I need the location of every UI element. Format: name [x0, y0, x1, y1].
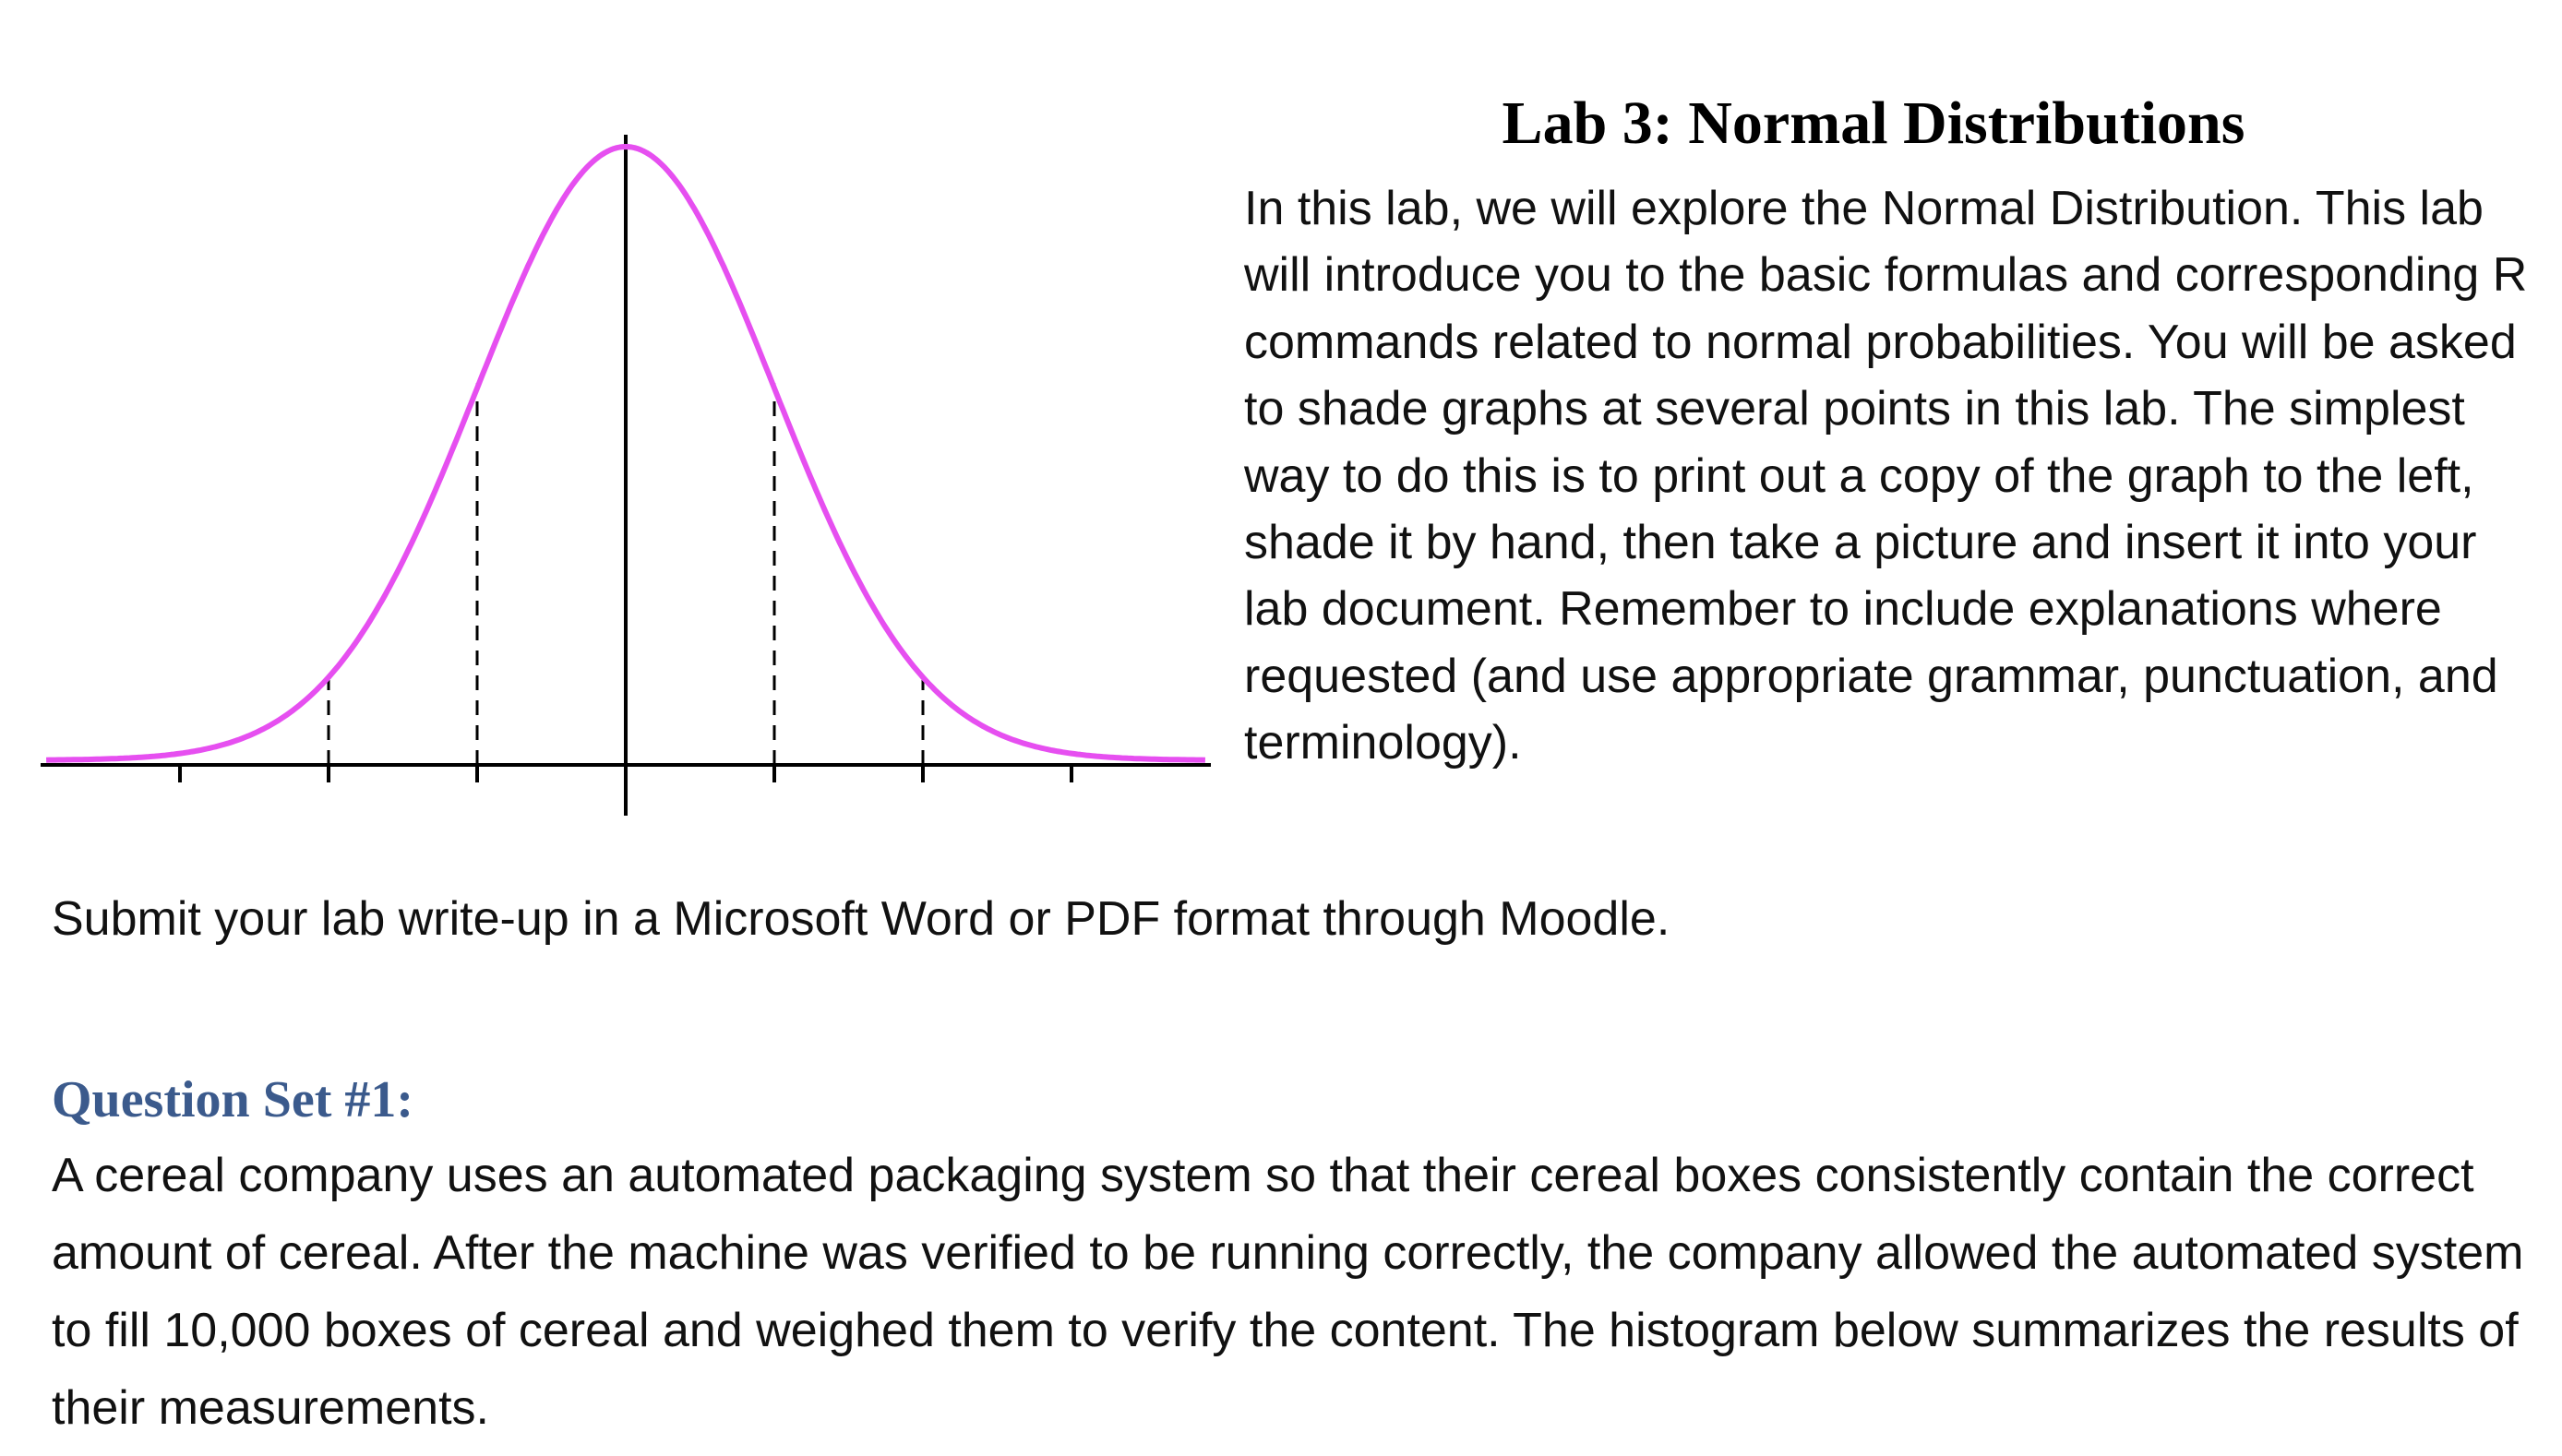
lab-title: Lab 3: Normal Distributions — [1502, 90, 2245, 157]
question-set-heading: Question Set #1: — [52, 1071, 413, 1128]
question-set-text: A cereal company uses an automated packaging system so that their cereal boxes consistently contain the correct amount of cereal. After the machine was verified to be running correctly, the company allowed the automated system to fill 10,000 boxes of cereal and weighed them to verify the content. The histogram below summarizes the results of their measurements. — [52, 1149, 2524, 1435]
normal-curve-figure — [0, 0, 1237, 830]
intro-paragraph: In this lab, we will explore the Normal Distribution. This lab will introduce you to the basic formulas and corresponding R commands related to normal probabilities. You will be asked to shade graphs at several points in this lab. The simplest way to do this is to print out a copy of the graph to the left, shade it by hand, then take a picture and insert it into your lab document. Remember to include explanations where requested (and use appropriate grammar, punctuation, and terminology). — [1244, 182, 2528, 770]
normal-curve-layer — [41, 135, 1211, 816]
submit-instructions: Submit your lab write-up in a Microsoft Word or PDF format through Moodle. — [52, 892, 1670, 946]
